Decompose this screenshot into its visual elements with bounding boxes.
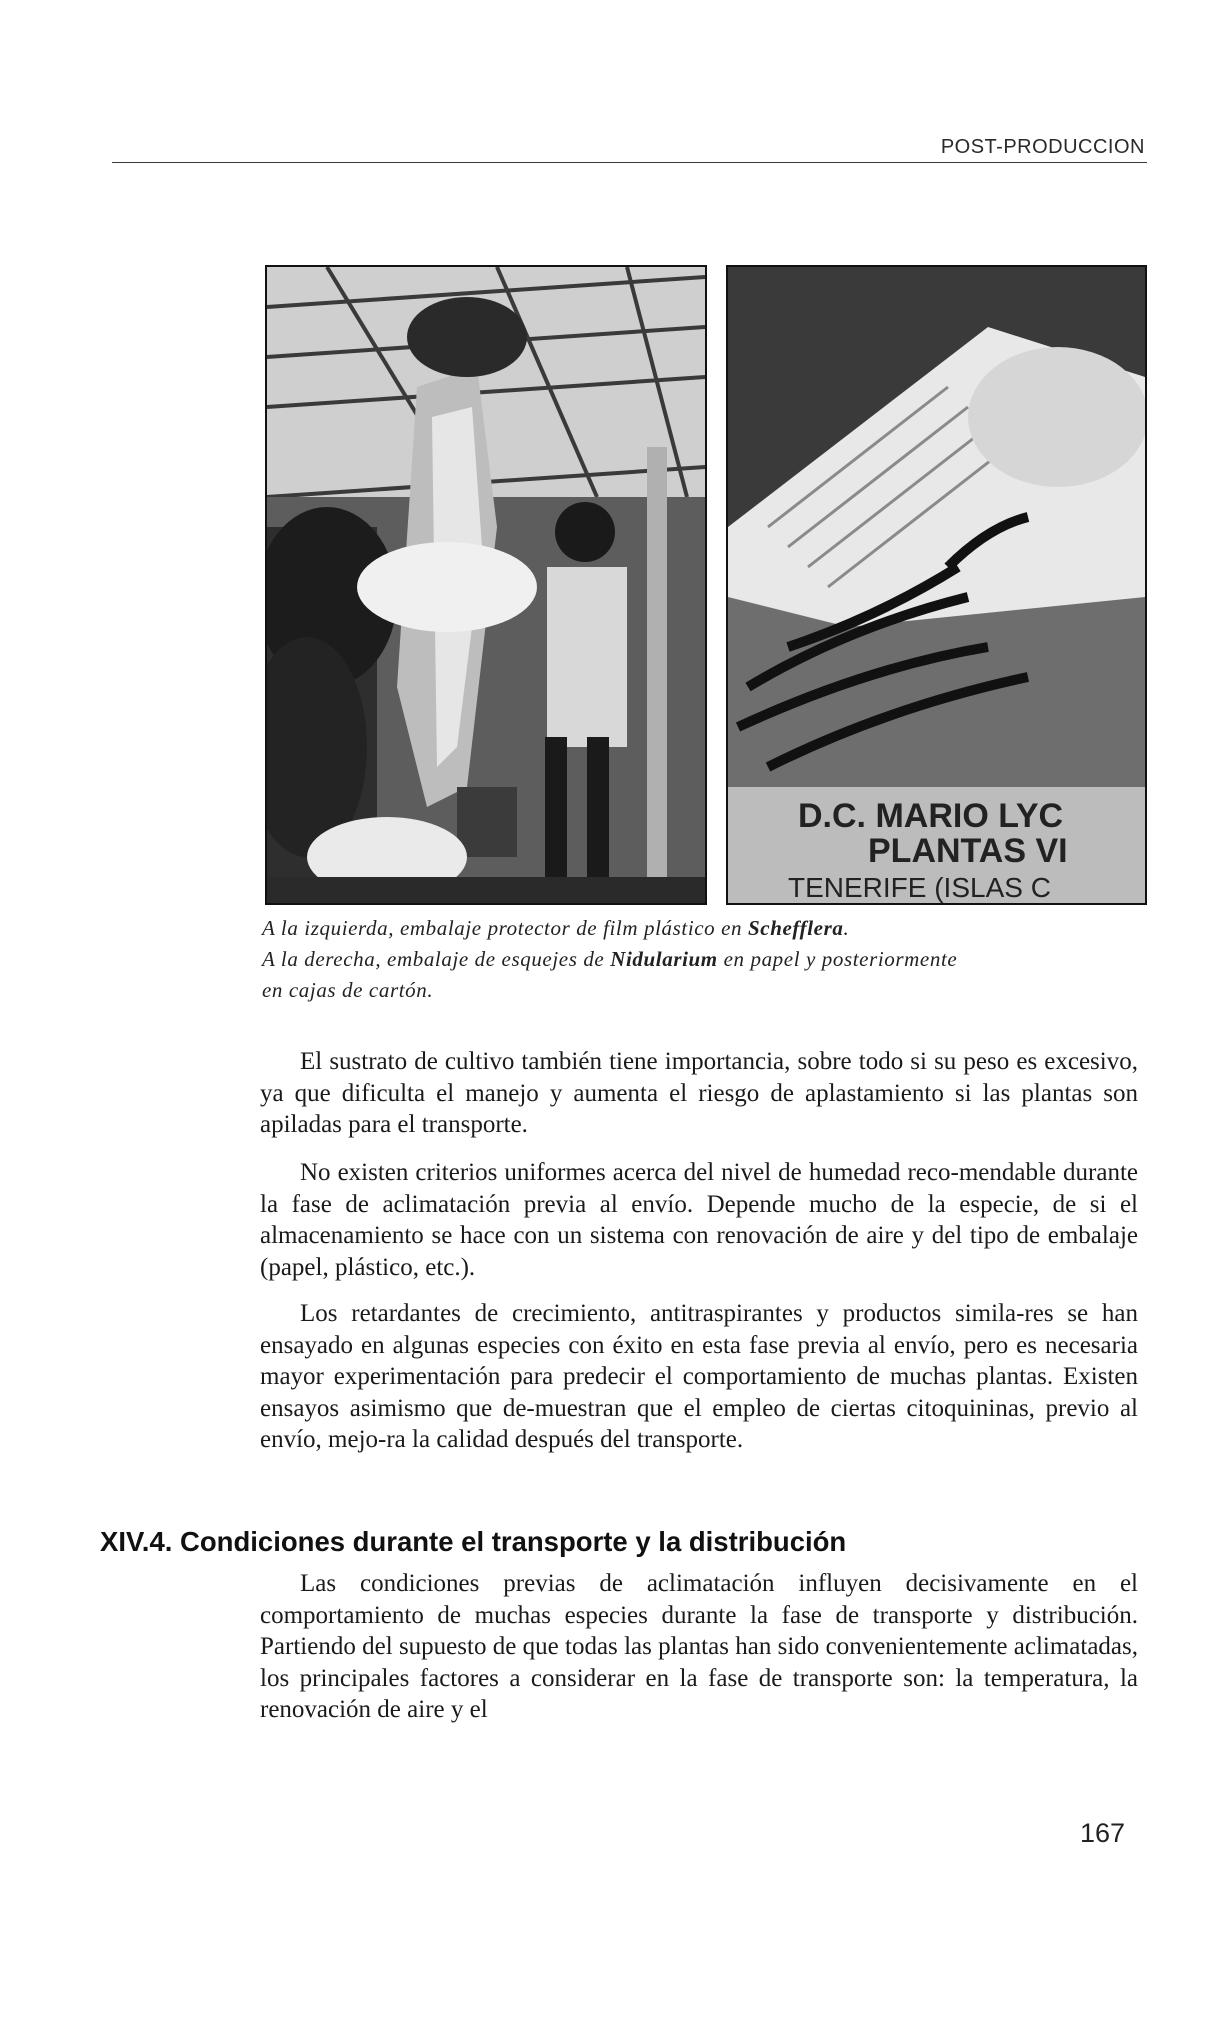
- species-name-nidularium: Nidularium: [610, 947, 718, 971]
- header-rule: [112, 162, 1147, 163]
- caption-line-2: A la derecha, embalaje de esquejes de Nidularium en papel y posteriormente: [262, 947, 958, 971]
- section-heading: XIV.4. Condiciones durante el transporte y la distribución: [100, 1526, 847, 1557]
- greenhouse-illustration: [267, 267, 705, 903]
- paragraph-humidity: No existen criterios uniformes acerca del nivel de humedad reco-mendable durante la fase de aclimatación previa al envío. Depende mucho de la especie, de si el almacenamiento se hace con un sistema con renovación de aire y del tipo de embalaje (papel, plástico, etc.).: [260, 1159, 1138, 1281]
- greenhouse-photo: [265, 265, 707, 905]
- box-text-line-2: PLANTAS VI: [868, 832, 1068, 870]
- caption-line-3: en cajas de cartón.: [262, 978, 434, 1002]
- paragraph-substrate: El sustrato de cultivo también tiene importancia, sobre todo si su peso es excesivo, ya que dificulta el manejo y aumenta el riesgo de aplastamiento si las plantas son apiladas para el transporte.: [260, 1048, 1138, 1138]
- cuttings-illustration: [728, 267, 1145, 903]
- box-text-line-3: TENERIFE (ISLAS C: [788, 872, 1051, 903]
- paragraph-retardants: Los retardantes de crecimiento, antitraspirantes y productos simila-res se han ensayado en algunas especies con éxito en esta fase previa al envío, pero es necesaria mayor experimentación para predecir el comportamiento de muchas plantas. Existen ensayos asimismo que de-muestran que el empleo de ciertas citoquininas, previo al envío, mejo-ra la calidad después del transporte.: [260, 1300, 1138, 1453]
- running-header: POST-PRODUCCION: [940, 136, 1145, 158]
- paragraph-transport-conditions: Las condiciones previas de aclimatación influyen decisivamente en el comportamiento de muchas especies durante la fase de transporte y distribución. Partiendo del supuesto de que todas las plantas han sido convenientemente aclimatadas, los principales factores a considerar en la fase de transporte son: la temperatura, la renovación de aire y el: [260, 1570, 1138, 1723]
- cuttings-packaging-photo: [726, 265, 1147, 905]
- page-number: 167: [1080, 1818, 1126, 1848]
- caption-line-1: A la izquierda, embalaje protector de film plástico en Schefflera.: [262, 916, 850, 940]
- species-name-schefflera: Schefflera: [748, 916, 844, 940]
- box-text-line-1: D.C. MARIO LYC: [798, 797, 1064, 835]
- figure-caption: [262, 913, 1142, 1006]
